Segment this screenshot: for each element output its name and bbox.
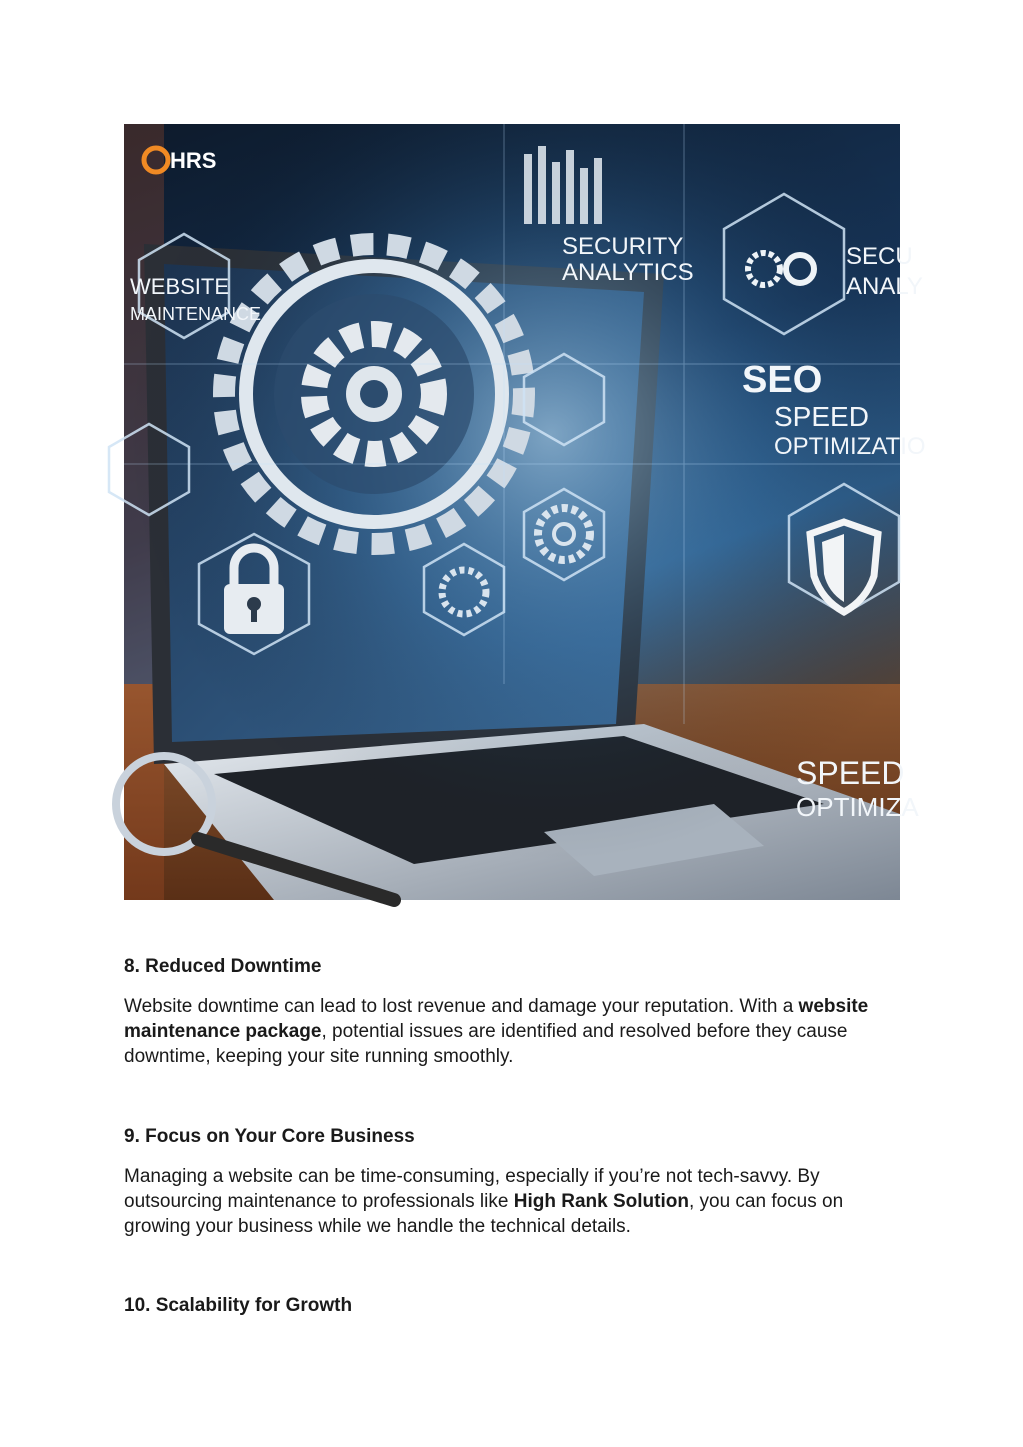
label-maintenance: MAINTENANCE	[130, 304, 262, 324]
label-optimization: OPTIMIZATIO	[774, 433, 926, 460]
label-speed-2: SPEED	[796, 755, 905, 791]
hero-illustration	[124, 124, 926, 900]
label-analy: ANALY	[846, 273, 923, 300]
bold-keyword: website maintenance package	[124, 996, 869, 1042]
label-secu: SECU	[846, 243, 913, 270]
section-paragraph: Managing a website can be time-consuming, especially if you’re not tech-savvy. By outsourcing maintenance to professionals like High Rank Solution, you can focus on growing your business while we handle the technical details.	[124, 1166, 844, 1237]
section-paragraph: Website downtime can lead to lost revenue and damage your reputation. With a website maintenance package, potential issues are identified and resolved before they cause downtime, keeping your site running smoothly.	[124, 996, 869, 1067]
bold-keyword: High Rank Solution	[513, 1191, 689, 1212]
section-heading: 9. Focus on Your Core Business	[124, 1126, 415, 1147]
svg-text:HRS: HRS	[170, 148, 217, 173]
label-analytics: ANALYTICS	[562, 259, 694, 286]
label-speed: SPEED	[774, 401, 869, 432]
label-security: SECURITY	[562, 233, 684, 260]
label-seo: SEO	[742, 359, 823, 401]
label-optimiza: OPTIMIZA	[796, 792, 919, 822]
label-website: WEBSITE	[130, 274, 230, 299]
hero-image	[124, 124, 926, 900]
section-heading: 10. Scalability for Growth	[124, 1295, 353, 1316]
section-heading: 8. Reduced Downtime	[124, 956, 322, 977]
